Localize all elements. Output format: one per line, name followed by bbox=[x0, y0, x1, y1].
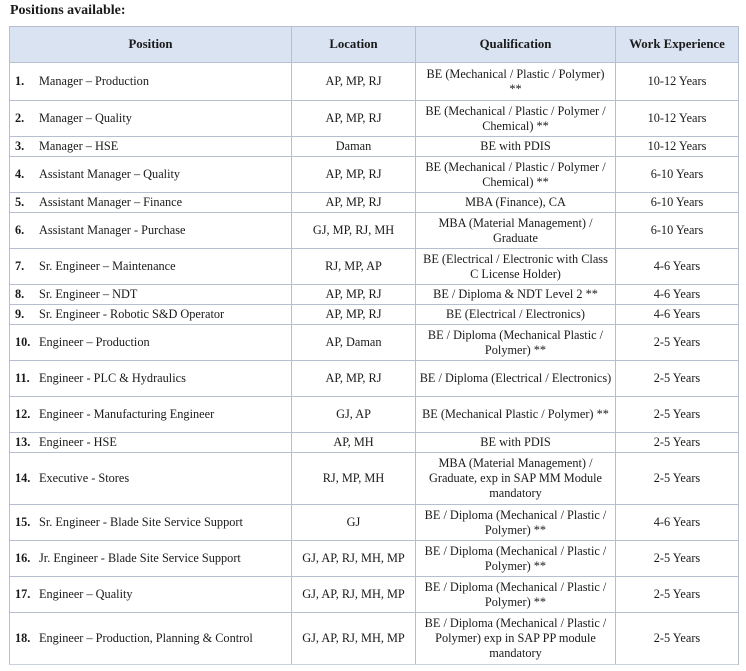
experience-cell: 2-5 Years bbox=[616, 361, 739, 397]
header-qualification: Qualification bbox=[416, 27, 616, 63]
qualification-cell: BE / Diploma (Mechanical / Plastic / Polymer) ** bbox=[416, 577, 616, 613]
position-title: Sr. Engineer - Robotic S&D Operator bbox=[39, 307, 225, 321]
row-number: 9. bbox=[15, 307, 25, 321]
location-cell: AP, MP, RJ bbox=[292, 63, 416, 101]
experience-cell: 6-10 Years bbox=[616, 157, 739, 193]
location-cell: RJ, MP, MH bbox=[292, 453, 416, 505]
position-cell bbox=[10, 433, 292, 453]
position-title: Engineer – Production bbox=[39, 335, 150, 349]
table-row bbox=[10, 541, 739, 577]
position-cell bbox=[10, 193, 292, 213]
qualification-cell: BE / Diploma (Mechanical / Plastic / Polymer) exp in SAP PP module mandatory bbox=[416, 613, 616, 665]
row-number: 12. bbox=[15, 407, 31, 421]
position-title: Manager – Production bbox=[39, 74, 149, 88]
qualification-cell: BE / Diploma & NDT Level 2 ** bbox=[416, 285, 616, 305]
header-position: Position bbox=[10, 27, 292, 63]
experience-cell: 6-10 Years bbox=[616, 213, 739, 249]
position-cell bbox=[10, 361, 292, 397]
location-cell: GJ, AP, RJ, MH, MP bbox=[292, 541, 416, 577]
row-number: 8. bbox=[15, 287, 25, 301]
qualification-cell: BE (Electrical / Electronic with Class C License Holder) bbox=[416, 249, 616, 285]
divider bbox=[9, 664, 738, 665]
qualification-cell: BE with PDIS bbox=[416, 433, 616, 453]
table-row bbox=[10, 137, 739, 157]
experience-cell: 4-6 Years bbox=[616, 305, 739, 325]
qualification-cell: BE (Mechanical / Plastic / Polymer / Chemical) ** bbox=[416, 157, 616, 193]
location-cell: AP, MP, RJ bbox=[292, 101, 416, 137]
qualification-cell: MBA (Material Management) / Graduate, exp in SAP MM Module mandatory bbox=[416, 453, 616, 505]
location-cell: GJ, MP, RJ, MH bbox=[292, 213, 416, 249]
position-cell bbox=[10, 577, 292, 613]
row-number: 1. bbox=[15, 74, 25, 88]
location-cell: GJ, AP, RJ, MH, MP bbox=[292, 577, 416, 613]
row-number: 11. bbox=[15, 371, 30, 385]
qualification-cell: BE with PDIS bbox=[416, 137, 616, 157]
table-row bbox=[10, 285, 739, 305]
position-title: Sr. Engineer – NDT bbox=[39, 287, 138, 301]
row-number: 6. bbox=[15, 223, 25, 237]
position-title: Assistant Manager – Quality bbox=[39, 167, 181, 181]
table-row bbox=[10, 453, 739, 505]
position-cell bbox=[10, 213, 292, 249]
experience-cell: 10-12 Years bbox=[616, 137, 739, 157]
row-number: 18. bbox=[15, 631, 31, 645]
table-row bbox=[10, 249, 739, 285]
experience-cell: 2-5 Years bbox=[616, 453, 739, 505]
qualification-cell: BE (Mechanical / Plastic / Polymer) ** bbox=[416, 63, 616, 101]
table-row bbox=[10, 577, 739, 613]
experience-cell: 4-6 Years bbox=[616, 505, 739, 541]
table-row bbox=[10, 325, 739, 361]
table-row bbox=[10, 613, 739, 665]
position-cell bbox=[10, 613, 292, 665]
experience-cell: 2-5 Years bbox=[616, 613, 739, 665]
qualification-cell: MBA (Material Management) / Graduate bbox=[416, 213, 616, 249]
location-cell: AP, MP, RJ bbox=[292, 193, 416, 213]
row-number: 10. bbox=[15, 335, 31, 349]
qualification-cell: BE (Mechanical Plastic / Polymer) ** bbox=[416, 397, 616, 433]
experience-cell: 10-12 Years bbox=[616, 101, 739, 137]
table-row bbox=[10, 213, 739, 249]
table-row bbox=[10, 157, 739, 193]
position-cell bbox=[10, 397, 292, 433]
header-row bbox=[10, 27, 739, 63]
experience-cell: 4-6 Years bbox=[616, 285, 739, 305]
row-number: 17. bbox=[15, 587, 31, 601]
row-number: 5. bbox=[15, 195, 25, 209]
position-cell bbox=[10, 505, 292, 541]
row-number: 3. bbox=[15, 139, 25, 153]
page-heading: Positions available: bbox=[10, 3, 126, 18]
position-title: Engineer - HSE bbox=[39, 435, 117, 449]
experience-cell: 2-5 Years bbox=[616, 397, 739, 433]
qualification-cell: BE / Diploma (Mechanical / Plastic / Polymer) ** bbox=[416, 505, 616, 541]
location-cell: AP, Daman bbox=[292, 325, 416, 361]
row-number: 2. bbox=[15, 111, 25, 125]
position-cell bbox=[10, 101, 292, 137]
experience-cell: 2-5 Years bbox=[616, 433, 739, 453]
experience-cell: 10-12 Years bbox=[616, 63, 739, 101]
header-location: Location bbox=[292, 27, 416, 63]
position-cell bbox=[10, 325, 292, 361]
row-number: 13. bbox=[15, 435, 31, 449]
table-row bbox=[10, 433, 739, 453]
location-cell: AP, MP, RJ bbox=[292, 157, 416, 193]
qualification-cell: BE (Mechanical / Plastic / Polymer / Chemical) ** bbox=[416, 101, 616, 137]
experience-cell: 6-10 Years bbox=[616, 193, 739, 213]
row-number: 4. bbox=[15, 167, 25, 181]
experience-cell: 2-5 Years bbox=[616, 577, 739, 613]
row-number: 7. bbox=[15, 259, 25, 273]
position-cell bbox=[10, 285, 292, 305]
position-title: Assistant Manager – Finance bbox=[39, 195, 183, 209]
location-cell: GJ bbox=[292, 505, 416, 541]
location-cell: AP, MP, RJ bbox=[292, 285, 416, 305]
experience-cell: 2-5 Years bbox=[616, 325, 739, 361]
position-cell bbox=[10, 137, 292, 157]
position-title: Engineer - PLC & Hydraulics bbox=[39, 371, 186, 385]
table-row bbox=[10, 305, 739, 325]
location-cell: AP, MP, RJ bbox=[292, 361, 416, 397]
header-experience: Work Experience bbox=[616, 27, 739, 63]
positions-table bbox=[9, 26, 739, 665]
position-title: Sr. Engineer - Blade Site Service Support bbox=[39, 515, 243, 529]
qualification-cell: MBA (Finance), CA bbox=[416, 193, 616, 213]
position-title: Manager – Quality bbox=[39, 111, 132, 125]
position-cell bbox=[10, 541, 292, 577]
table-row bbox=[10, 193, 739, 213]
qualification-cell: BE / Diploma (Mechanical Plastic / Polymer) ** bbox=[416, 325, 616, 361]
row-number: 14. bbox=[15, 471, 31, 485]
position-title: Engineer – Production, Planning & Control bbox=[39, 631, 253, 645]
qualification-cell: BE / Diploma (Electrical / Electronics) bbox=[416, 361, 616, 397]
location-cell: AP, MH bbox=[292, 433, 416, 453]
position-title: Engineer - Manufacturing Engineer bbox=[39, 407, 215, 421]
table-row bbox=[10, 397, 739, 433]
row-number: 16. bbox=[15, 551, 31, 565]
position-cell bbox=[10, 157, 292, 193]
qualification-cell: BE / Diploma (Mechanical / Plastic / Polymer) ** bbox=[416, 541, 616, 577]
qualification-cell: BE (Electrical / Electronics) bbox=[416, 305, 616, 325]
position-title: Sr. Engineer – Maintenance bbox=[39, 259, 176, 273]
table-row bbox=[10, 63, 739, 101]
experience-cell: 2-5 Years bbox=[616, 541, 739, 577]
position-cell bbox=[10, 305, 292, 325]
position-title: Manager – HSE bbox=[39, 139, 119, 153]
location-cell: AP, MP, RJ bbox=[292, 305, 416, 325]
table-row bbox=[10, 505, 739, 541]
location-cell: Daman bbox=[292, 137, 416, 157]
experience-cell: 4-6 Years bbox=[616, 249, 739, 285]
table-row bbox=[10, 361, 739, 397]
location-cell: GJ, AP bbox=[292, 397, 416, 433]
position-cell bbox=[10, 249, 292, 285]
location-cell: GJ, AP, RJ, MH, MP bbox=[292, 613, 416, 665]
position-title: Executive - Stores bbox=[39, 471, 130, 485]
position-title: Engineer – Quality bbox=[39, 587, 133, 601]
position-cell bbox=[10, 453, 292, 505]
row-number: 15. bbox=[15, 515, 31, 529]
position-title: Jr. Engineer - Blade Site Service Support bbox=[39, 551, 241, 565]
position-cell bbox=[10, 63, 292, 101]
table-row bbox=[10, 101, 739, 137]
location-cell: RJ, MP, AP bbox=[292, 249, 416, 285]
position-title: Assistant Manager - Purchase bbox=[39, 223, 186, 237]
